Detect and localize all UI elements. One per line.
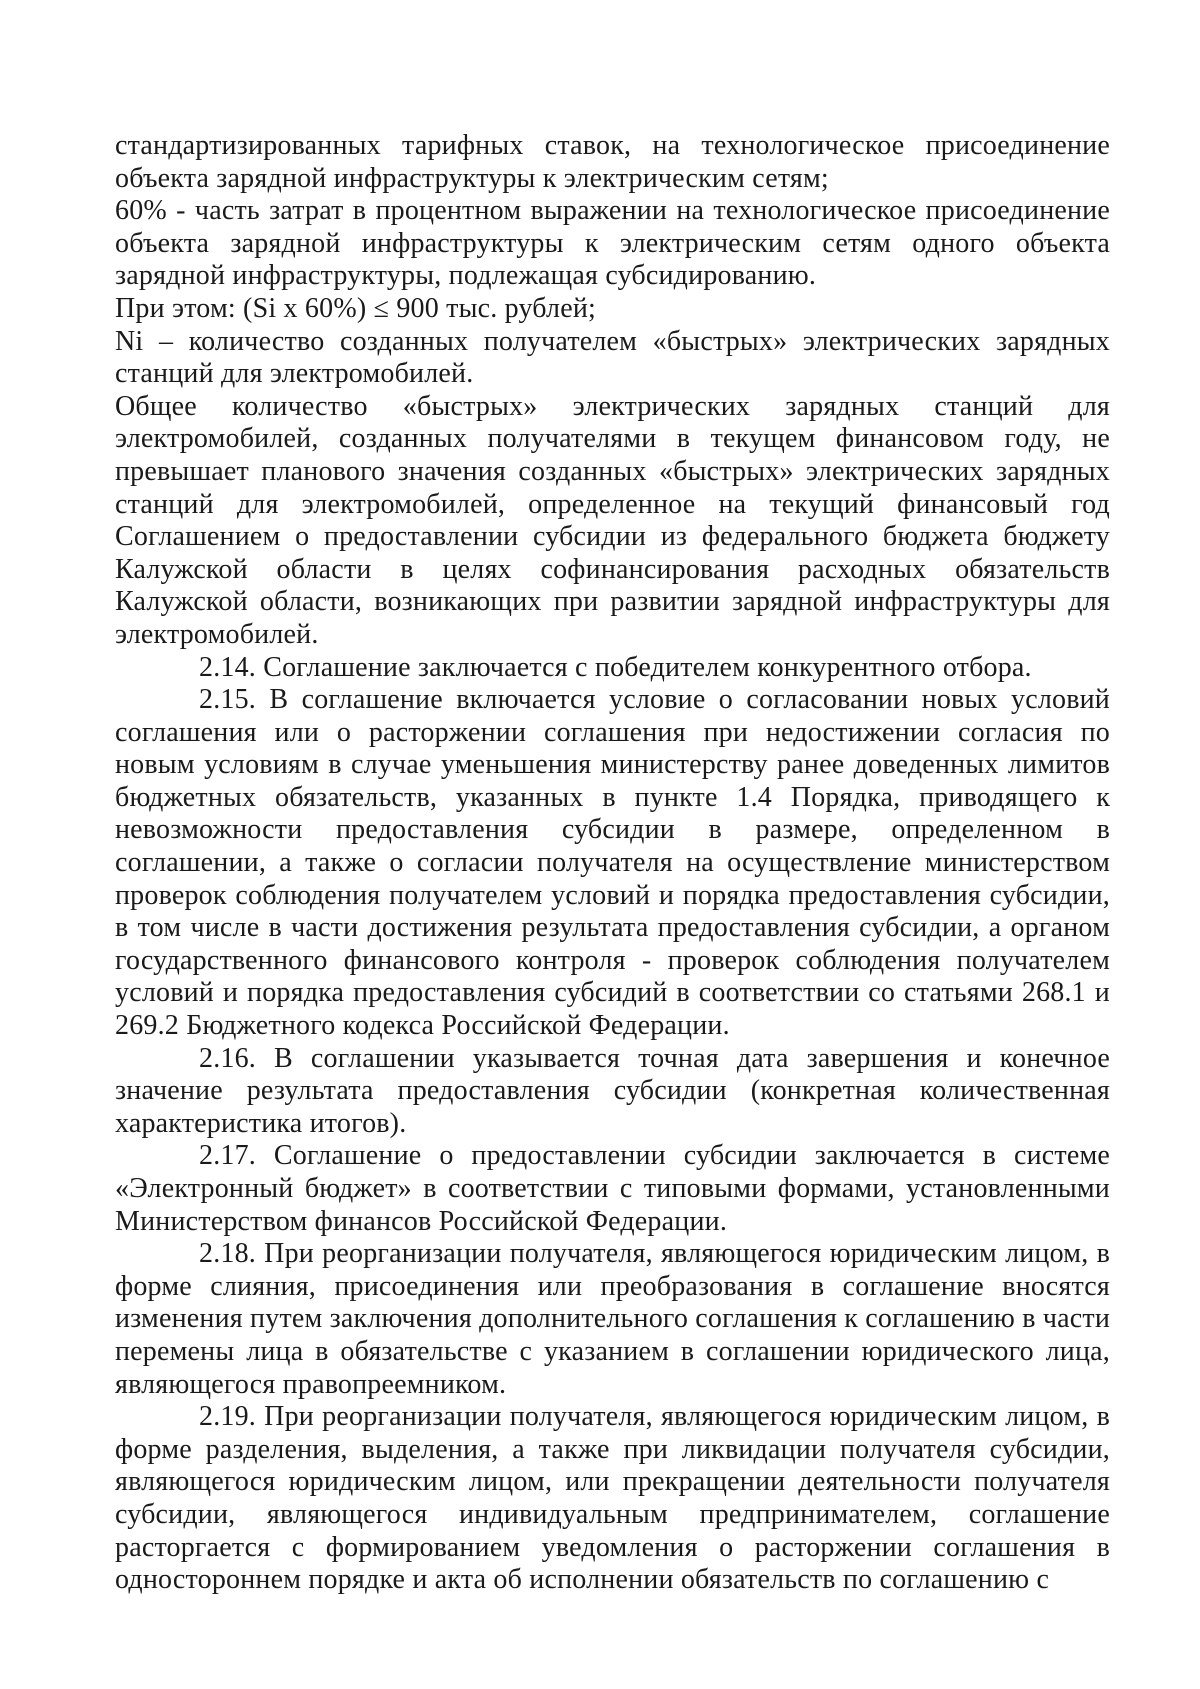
paragraph-2-18: 2.18. При реорганизации получателя, являющегося юридическим лицом, в форме слияния, присоединения или преобразования в соглашение вносятся изменения путем заключения дополнительного соглашения к соглашению в части перемены лица в обязательстве с указанием в соглашении юридического лица, являющегося правопреемником. — [115, 1238, 1110, 1400]
document-text-body — [115, 130, 1110, 1597]
paragraph-2-15: 2.15. В соглашение включается условие о согласовании новых условий соглашения или о расторжении соглашения при недостижении согласия по новым условиям в случае уменьшения министерству ранее доведенных лимитов бюджетных обязательств, указанных в пункте 1.4 Порядка, приводящего к невозможности предоставления субсидии в размере, определенном в соглашении, а также о согласии получателя на осуществление министерством проверок соблюдения получателем условий и порядка предоставления субсидии, в том числе в части достижения результата предоставления субсидии, а органом государственного финансового контроля - проверок соблюдения получателем условий и порядка предоставления субсидий в соответствии со статьями 268.1 и 269.2 Бюджетного кодекса Российской Федерации. — [115, 684, 1110, 1042]
paragraph-2-16: 2.16. В соглашении указывается точная дата завершения и конечное значение результата предоставления субсидии (конкретная количественная характеристика итогов). — [115, 1042, 1110, 1139]
paragraph-3: Ni – количество созданных получателем «быстрых» электрических зарядных станций для электромобилей. — [115, 325, 1110, 390]
paragraph-2-14: 2.14. Соглашение заключается с победителем конкурентного отбора. — [199, 651, 1032, 683]
paragraph-2: При этом: (Si х 60%) ≤ 900 тыс. рублей; — [115, 292, 596, 324]
paragraph-1: 60% - часть затрат в процентном выражении на технологическое присоединение объекта зарядной инфраструктуры к электрическим сетям одного объекта зарядной инфраструктуры, подлежащая субсидированию. — [115, 195, 1110, 292]
paragraph-4: Общее количество «быстрых» электрических зарядных станций для электромобилей, созданных получателями в текущем финансовом году, не превышает планового значения созданных «быстрых» электрических зарядных станций для электромобилей, определенное на текущий финансовый год Соглашением о предоставлении субсидии из федерального бюджета бюджету Калужской области в целях софинансирования расходных обязательств Калужской области, возникающих при развитии зарядной инфраструктуры для электромобилей. — [115, 390, 1110, 650]
paragraph-2-17: 2.17. Соглашение о предоставлении субсидии заключается в системе «Электронный бюджет» в соответствии с типовыми формами, установленными Министерством финансов Российской Федерации. — [115, 1140, 1110, 1237]
paragraph-2-19: 2.19. При реорганизации получателя, являющегося юридическим лицом, в форме разделения, выделения, а также при ликвидации получателя субсидии, являющегося юридическим лицом, или прекращении деятельности получателя субсидии, являющегося индивидуальным предпринимателем, соглашение расторгается с формированием уведомления о расторжении соглашения в одностороннем порядке и акта об исполнении обязательств по соглашению с — [115, 1401, 1110, 1596]
paragraph-0: стандартизированных тарифных ставок, на технологическое присоединение объекта зарядной инфраструктуры к электрическим сетям; — [115, 130, 1110, 194]
